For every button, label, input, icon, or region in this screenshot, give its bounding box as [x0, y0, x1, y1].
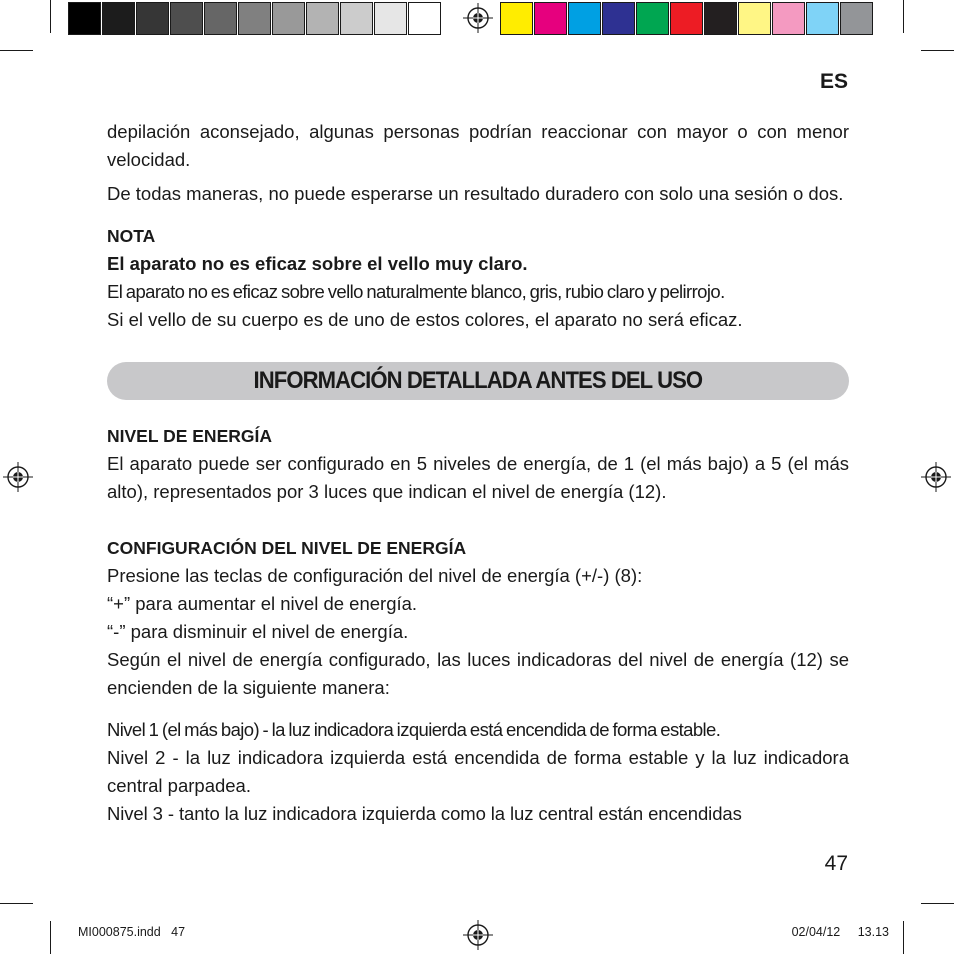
color-swatch: [238, 2, 271, 35]
footer-time: 13.13: [857, 925, 889, 939]
crop-mark: [50, 0, 51, 33]
process-color-bar: [500, 2, 874, 35]
registration-mark-icon: [463, 3, 493, 33]
registration-mark-icon: [463, 920, 493, 950]
color-swatch: [738, 2, 771, 35]
crop-mark: [903, 921, 904, 954]
intro-paragraph-1: depilación aconsejado, algunas personas podrían reaccionar con mayor o con menor velocidad.: [107, 121, 849, 170]
registration-mark-icon: [921, 462, 951, 492]
energy-config-line-3: “-” para disminuir el nivel de energía.: [107, 621, 409, 642]
note-subtitle: El aparato no es eficaz sobre el vello muy claro.: [107, 253, 528, 274]
energy-config-line-1: Presione las teclas de configuración del nivel de energía (+/-) (8):: [107, 565, 643, 586]
color-swatch: [534, 2, 567, 35]
color-swatch: [636, 2, 669, 35]
color-swatch: [772, 2, 805, 35]
energy-config-line-4: Según el nivel de energía configurado, las luces indicadoras del nivel de energía (12) se encienden de la siguiente manera:: [107, 649, 849, 698]
page-number: 47: [824, 852, 848, 875]
color-swatch: [602, 2, 635, 35]
color-swatch: [568, 2, 601, 35]
note-title: NOTA: [107, 226, 156, 246]
color-swatch: [204, 2, 237, 35]
color-swatch: [68, 2, 101, 35]
page-content: [107, 118, 849, 828]
crop-mark: [921, 903, 954, 904]
energy-config-title: CONFIGURACIÓN DEL NIVEL DE ENERGÍA: [107, 538, 467, 558]
color-swatch: [306, 2, 339, 35]
color-swatch: [704, 2, 737, 35]
footer-date: 02/04/12: [791, 925, 841, 939]
grayscale-color-bar: [68, 2, 442, 35]
crop-mark: [0, 903, 33, 904]
crop-mark: [0, 50, 33, 51]
color-swatch: [408, 2, 441, 35]
color-swatch: [136, 2, 169, 35]
level-3-description: Nivel 3 - tanto la luz indicadora izquierda como la luz central están encendidas: [107, 803, 742, 824]
footer-file-info: MI000875.indd 47: [78, 925, 186, 939]
color-swatch: [374, 2, 407, 35]
color-swatch: [102, 2, 135, 35]
level-2-description: Nivel 2 - la luz indicadora izquierda está encendida de forma estable y la luz indicadora central parpadea.: [107, 747, 849, 796]
note-line-1: El aparato no es eficaz sobre vello naturalmente blanco, gris, rubio claro y pelirrojo.: [107, 281, 725, 302]
language-label: ES: [819, 70, 848, 93]
section-banner-title: INFORMACIÓN DETALLADA ANTES DEL USO: [253, 367, 703, 394]
color-swatch: [170, 2, 203, 35]
level-1-description: Nivel 1 (el más bajo) - la luz indicadora izquierda está encendida de forma estable.: [107, 719, 721, 740]
energy-level-title: NIVEL DE ENERGÍA: [107, 426, 272, 446]
energy-level-text: El aparato puede ser configurado en 5 niveles de energía, de 1 (el más bajo) a 5 (el más alto), representados por 3 luces que indican el nivel de energía (12).: [107, 453, 849, 502]
note-line-2: Si el vello de su cuerpo es de uno de estos colores, el aparato no será eficaz.: [107, 309, 743, 330]
registration-mark-icon: [3, 462, 33, 492]
intro-paragraph-2: De todas maneras, no puede esperarse un resultado duradero con solo una sesión o dos.: [107, 183, 844, 204]
color-swatch: [806, 2, 839, 35]
color-swatch: [840, 2, 873, 35]
crop-mark: [50, 921, 51, 954]
color-swatch: [670, 2, 703, 35]
energy-config-line-2: “+” para aumentar el nivel de energía.: [107, 593, 418, 614]
color-swatch: [340, 2, 373, 35]
footer-timestamp: [792, 925, 889, 939]
section-banner: [107, 362, 849, 400]
crop-mark: [903, 0, 904, 33]
color-swatch: [272, 2, 305, 35]
color-swatch: [500, 2, 533, 35]
crop-mark: [921, 50, 954, 51]
